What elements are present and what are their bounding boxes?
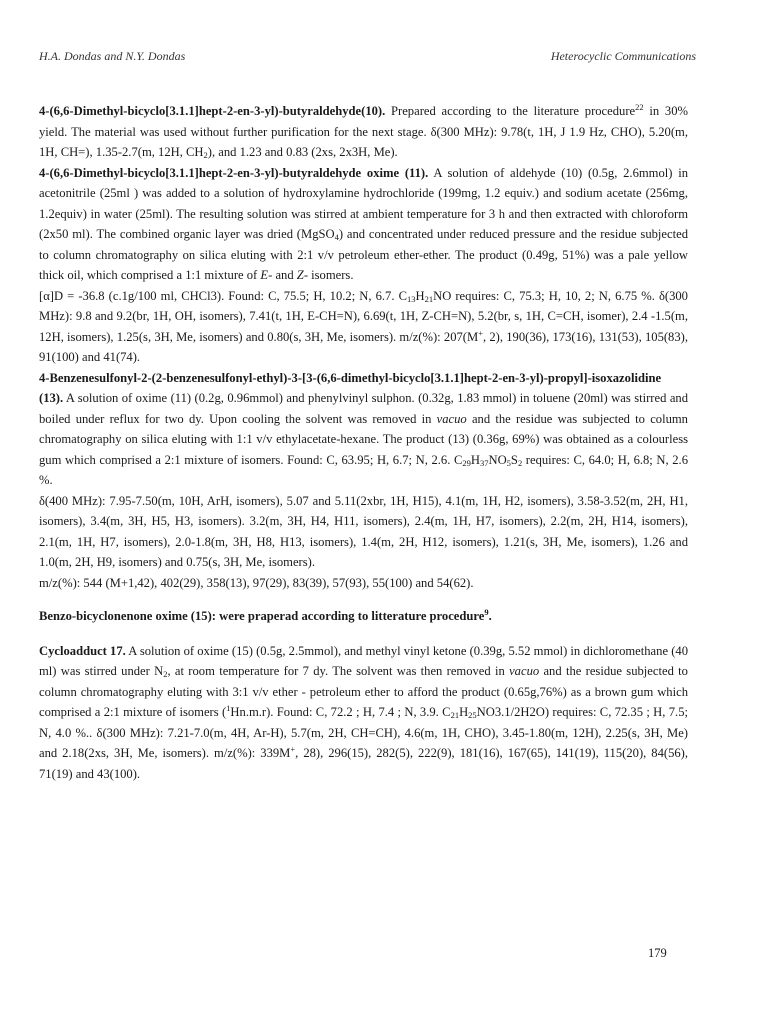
paragraph-cycloadduct-17: Cycloadduct 17. A solution of oxime (15) (0.5g, 2.5mmol), and methyl vinyl ketone (0.39g, 5.52 mmol) in dichloromethane (40 ml) was stirred under $N_2$, at room temperature for 7 dy. The solvent was then removed in vacuo and the residue subjected to column chromatography eluting with 3:1 v/v ether - petroleum ether to afford the product (0.65g,76%) as a brown gum which comprised a 2:1 mixture of isomers ($^1$Hn.m.r). Found: C, 72.2 ; H, 7.4 ; N, 3.9. $C_{21}H_{25}NO3.1/2H2O$) requires: C, 72.35 ; H, 7.5; N, 4.0 %.. δ(300 MHz): 7.21-7.0(m, 4H, Ar-H), 5.7(m, 2H, CH=CH), 4.6(m, 1H, CHO), 3.45-1.80(m, 12H), 2.25(s, 3H, Me) and 2.18(2xs, 3H, Me, isomers). m/z(%): 339M+, 28), 296(15), 282(5), 222(9), 181(16), 167(65), 141(19), 115(20), 84(56), 71(19) and 43(100). xyxy=(39,643,689,781)
cycloadduct-17-heading: Cycloadduct 17. xyxy=(39,643,126,658)
paragraph-compound-13-ms: m/z(%): 544 (M+1,42), 402(29), 358(13), 97(29), 83(39), 57(93), 55(100) and 54(62). xyxy=(39,575,474,590)
running-head-journal: Heterocyclic Communications xyxy=(550,49,696,63)
compound-13-heading: 4-Benzenesulfonyl-2-(2-benzenesulfonyl-ethyl)-3-[3-(6,6-dimethyl-bicyclo[3.1.1]hept-2-en-3-yl)-propyl]-isoxazolidine (13). xyxy=(39,370,662,405)
running-head-authors: H.A. Dondas and N.Y. Dondas xyxy=(39,49,186,63)
compound-10-heading: 4-(6,6-Dimethyl-bicyclo[3.1.1]hept-2-en-3-yl)-butyraldehyde(10). xyxy=(39,104,386,118)
paragraph-compound-13: 4-Benzenesulfonyl-2-(2-benzenesulfonyl-ethyl)-3-[3-(6,6-dimethyl-bicyclo[3.1.1]hept-2-en-3-yl)-propyl]-isoxazolidine (13). A solution of oxime (11) (0.2g, 0.96mmol) and phenylvinyl sulphon. (0.32g, 1.83 mmol) in toluene (20ml) was stirred and boiled under reflux for two dy. Upon cooling the solvent was removed in vacuo and the residue was subjected to column chromatography on silica eluting with 1:1 v/v ethylacetate-hexane. The product (13) (0.36g, 69%) was obtained as a colourless gum which comprised a 2:1 mixture of isomers. Found: C, 63.95; H, 6.7; N, 2.6. $C_{29}H_{37}NO_5S_2$ requires: C, 64.0; H, 6.8; N, 2.6 %. xyxy=(39,370,688,487)
paragraph-compound-10: 4-(6,6-Dimethyl-bicyclo[3.1.1]hept-2-en-3-yl)-butyraldehyde(10). Prepared according to the literature procedure$^{22}$ in 30% yield. The material was used without further purification for the next stage. δ(300 MHz): 9.78(t, 1H, J 1.9 Hz, CHO), 5.20(m, 1H, CH=), 1.35-2.7(m, 12H, $CH_2$), and 1.23 and 0.83 (2xs, 2x3H, Me). xyxy=(39,102,688,160)
paragraph-compound-13-nmr: δ(400 MHz): 7.95-7.50(m, 10H, ArH, isomers), 5.07 and 5.11(2xbr, 1H, H15), 4.1(m, 1H, H2, isomers), 3.58-3.52(m, 2H, H1, isomers), 3.4(m, 3H, H5, H3, isomers). 3.2(m, 3H, H4, H11, isomers), 2.4(m, 1H, H7, isomers), 2.2(m, 2H, H14, isomers), 2.1(m, 1H, H7, isomers), 2.0-1.8(m, 3H, H8, H13, isomers), 1.4(m, 2H, H12, isomers), 1.21(s, 3H, Me, isomers), 1.26 and 1.0(m, 2H, H9, isomers) and 0.75(s, 3H, Me, isomers). xyxy=(39,493,688,569)
paragraph-compound-11-data: [α]D = -36.8 (c.1g/100 ml, CHCl3). Found: C, 75.5; H, 10.2; N, 6.7. $C_{13}H_{21}NO$ requires: C, 75.3; H, 10, 2; N, 6.75 %. δ(300 MHz): 9.8 and 9.2(br, 1H, OH, isomers), 7.41(t, 1H, E-CH=N), 6.69(t, 1H, Z-CH=N), 5.2(br, s, 1H, C=CH, isomer), 2.4 -1.5(m, 12H, isomers), 1.25(s, 3H, Me, isomers) and 0.80(s, 3H, Me, isomers). m/z(%): 207(M+, 2), 190(36), 173(16), 131(53), 105(83), 91(100) and 41(74). xyxy=(39,288,688,364)
paragraph-compound-11: 4-(6,6-Dimethyl-bicyclo[3.1.1]hept-2-en-3-yl)-butyraldehyde oxime (11). A solution of aldehyde (10) (0.5g, 2.6mmol) in acetonitrile (25ml ) was added to a solution of hydroxylamine hydrochloride (199mg, 1.2 equiv.) and sodium acetate (256mg, 1.2equiv) in water (25ml). The resulting solution was stirred at ambient temperature for 3 h and then extracted with chloroform (2x50 ml). The combined organic layer was dried (MgSO$_4$) and concentrated under reduced pressure and the residue subjected to column chromatography on silica eluting with 2:1 v/v petroleum ether-ether. The product (0.49g, 51%) was a pale yellow thick oil, which comprised a 1:1 mixture of E- and Z- isomers. xyxy=(39,165,688,282)
compound-11-heading: 4-(6,6-Dimethyl-bicyclo[3.1.1]hept-2-en-3-yl)-butyraldehyde oxime (11). xyxy=(39,165,429,180)
compound-15-heading: Benzo-bicyclonenone oxime (15): were praperad according to litterature procedure$^9$. xyxy=(39,607,492,623)
article-body xyxy=(39,101,688,784)
paragraph-compound-15 xyxy=(39,606,688,627)
page-number: 179 xyxy=(648,946,667,960)
